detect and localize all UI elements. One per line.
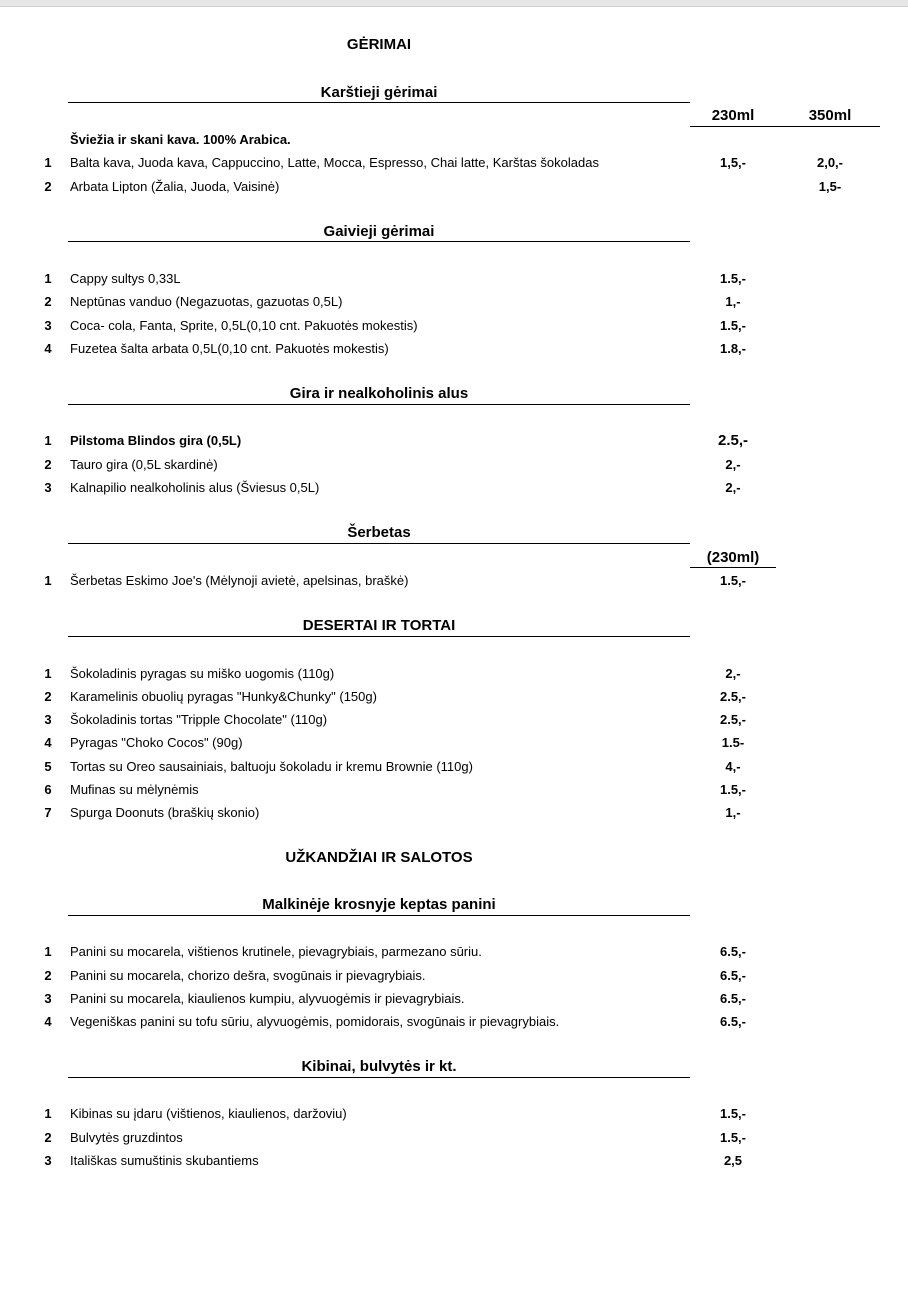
page-title: GĖRIMAI [346,36,412,53]
item-number: 3 [44,318,52,333]
menu-item-price: 1.5,- [719,1106,746,1121]
menu-item-price: 2,- [725,666,741,681]
column-header-230ml: 230ml [711,107,755,124]
item-number: 2 [44,1130,52,1145]
column-header-underline [690,567,776,568]
menu-item-name: Šokoladinis pyragas su miško uogomis (110g) [70,666,335,681]
item-number: 6 [44,782,52,797]
menu-item-price: 1.5,- [719,318,746,333]
section-heading-hot-drinks: Karštieji gėrimai [320,84,438,101]
item-number: 3 [44,480,52,495]
section-divider [68,241,690,242]
column-header-230ml: (230ml) [706,549,760,566]
column-header-350ml: 350ml [808,107,852,124]
menu-item-name: Šerbetas Eskimo Joe's (Mėlynoji avietė, apelsinas, braškė) [70,573,409,588]
section-divider [68,543,690,544]
menu-item-price: 6.5,- [719,1014,746,1029]
item-number: 1 [44,271,52,286]
item-number: 4 [44,1014,52,1029]
section-heading-kibinai: Kibinai, bulvytės ir kt. [301,1058,457,1075]
section-heading-desserts: DESERTAI IR TORTAI [302,617,456,634]
item-number: 1 [44,573,52,588]
menu-item-price-230ml: 1,5,- [719,155,746,170]
menu-item-price: 1,- [725,294,741,309]
item-number: 4 [44,735,52,750]
column-header-underline [690,126,880,127]
menu-item-price: 1.5,- [719,573,746,588]
section-heading-panini: Malkinėje krosnyje keptas panini [262,896,496,913]
item-number: 3 [44,1153,52,1168]
item-number: 3 [44,712,52,727]
menu-item-name: Balta kava, Juoda kava, Cappuccino, Latte, Mocca, Espresso, Chai latte, Karštas šokoladas [70,155,599,170]
section-divider [68,1077,690,1078]
menu-item-name: Panini su mocarela, chorizo dešra, svogūnais ir pievagrybiais. [70,968,426,983]
menu-item-price: 1.5- [721,735,745,750]
section-divider [68,404,690,405]
menu-item-name: Panini su mocarela, kiaulienos kumpiu, alyvuogėmis ir pievagrybiais. [70,991,465,1006]
section-divider [68,636,690,637]
menu-item-price: 4,- [725,759,741,774]
item-number: 1 [44,433,52,448]
menu-item-price: 2.5,- [719,712,746,727]
item-number: 5 [44,759,52,774]
menu-item-price: 1.8,- [719,341,746,356]
item-number: 1 [44,666,52,681]
menu-item-price: 2,- [725,480,741,495]
menu-item-price: 1,- [725,805,741,820]
menu-item-name: Kibinas su įdaru (vištienos, kiaulienos, daržoviu) [70,1106,347,1121]
menu-item-price: 2.5,- [717,432,748,449]
menu-item-price: 2,5 [723,1153,743,1168]
menu-item-price: 1.5,- [719,271,746,286]
menu-item-name: Vegeniškas panini su tofu sūriu, alyvuogėmis, pomidorais, svogūnais ir pievagrybiais. [70,1014,560,1029]
menu-item-name: Mufinas su mėlynėmis [70,782,199,797]
menu-item-price: 2.5,- [719,689,746,704]
section-divider [68,915,690,916]
menu-item-name: Karamelinis obuolių pyragas "Hunky&Chunky" (150g) [70,689,377,704]
menu-item-price: 6.5,- [719,944,746,959]
menu-item-name: Itališkas sumuštinis skubantiems [70,1153,259,1168]
menu-item-name: Coca- cola, Fanta, Sprite, 0,5L(0,10 cnt. Pakuotės mokestis) [70,318,418,333]
item-number: 1 [44,1106,52,1121]
menu-item-name: Arbata Lipton (Žalia, Juoda, Vaisinė) [70,179,280,194]
section-heading-soft-drinks: Gaivieji gėrimai [323,223,435,240]
item-number: 2 [44,689,52,704]
menu-item-name: Tortas su Oreo sausainiais, baltuoju šokoladu ir kremu Brownie (110g) [70,759,473,774]
item-number: 3 [44,991,52,1006]
section-divider [68,102,690,103]
item-number: 2 [44,457,52,472]
menu-item-name: Cappy sultys 0,33L [70,271,181,286]
menu-item-price: 1.5,- [719,1130,746,1145]
section-heading-serbetas: Šerbetas [347,524,411,541]
menu-item-name: Neptūnas vanduo (Negazuotas, gazuotas 0,5L) [70,294,343,309]
section-title-snacks: UŽKANDŽIAI IR SALOTOS [285,849,473,866]
menu-item-price: 2,- [725,457,741,472]
section-heading-gira: Gira ir nealkoholinis alus [289,385,469,402]
item-number: 7 [44,805,52,820]
menu-item-name: Tauro gira (0,5L skardinė) [70,457,218,472]
menu-item-name: Kalnapilio nealkoholinis alus (Šviesus 0,5L) [70,480,320,495]
menu-item-price-350ml: 1,5- [818,179,842,194]
item-number: 2 [44,179,52,194]
menu-item-name: Pilstoma Blindos gira (0,5L) [70,433,242,448]
menu-item-price: 6.5,- [719,991,746,1006]
menu-item-name: Bulvytės gruzdintos [70,1130,183,1145]
item-number: 2 [44,968,52,983]
menu-item-name: Šokoladinis tortas "Tripple Chocolate" (110g) [70,712,328,727]
menu-item-name: Spurga Doonuts (braškių skonio) [70,805,260,820]
menu-item-price-350ml: 2,0,- [816,155,843,170]
item-number: 4 [44,341,52,356]
menu-item-name: Panini su mocarela, vištienos krutinele, pievagrybiais, parmezano sūriu. [70,944,482,959]
item-number: 1 [44,944,52,959]
menu-item-name: Pyragas "Choko Cocos" (90g) [70,735,243,750]
menu-item-price: 1.5,- [719,782,746,797]
hot-drinks-subtitle: Šviežia ir skani kava. 100% Arabica. [70,132,291,147]
item-number: 2 [44,294,52,309]
item-number: 1 [44,155,52,170]
menu-item-price: 6.5,- [719,968,746,983]
menu-item-name: Fuzetea šalta arbata 0,5L(0,10 cnt. Pakuotės mokestis) [70,341,389,356]
